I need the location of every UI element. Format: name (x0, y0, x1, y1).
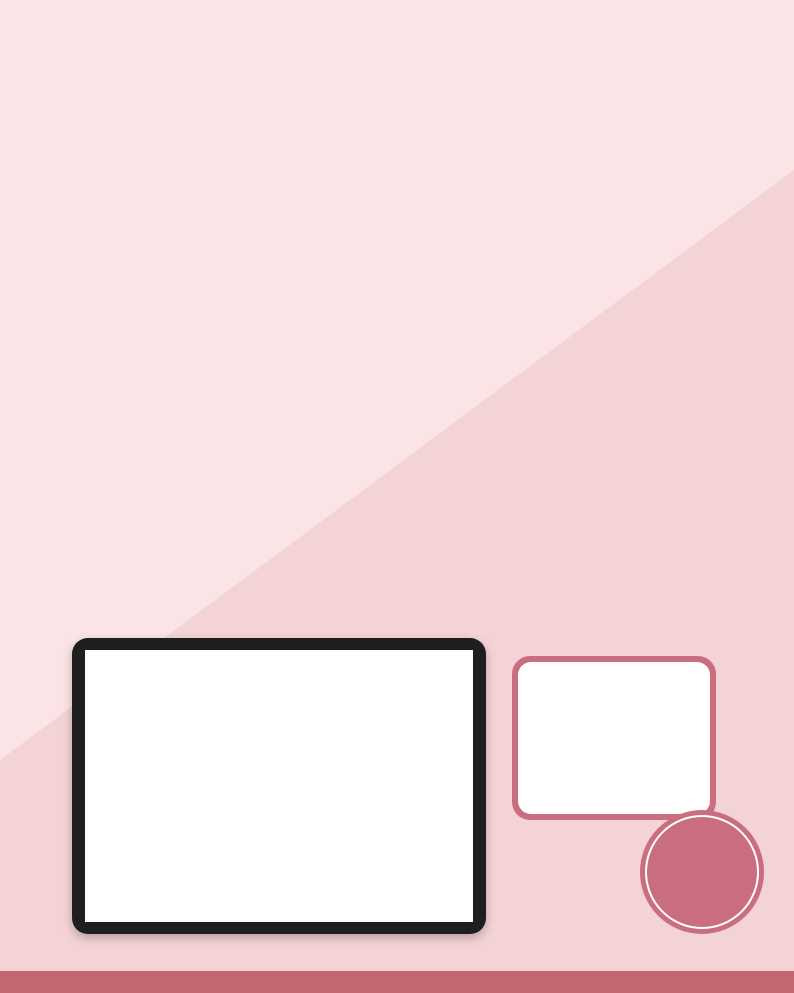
includes-badge (640, 810, 764, 934)
sticker-sheet (85, 650, 473, 922)
sticker-book-screen (85, 650, 473, 922)
badge-ring (645, 815, 759, 929)
tablet-mockup (72, 638, 486, 934)
footer-brand (0, 971, 794, 993)
colors-box-inner (518, 662, 710, 814)
colors-available-box (512, 656, 716, 820)
